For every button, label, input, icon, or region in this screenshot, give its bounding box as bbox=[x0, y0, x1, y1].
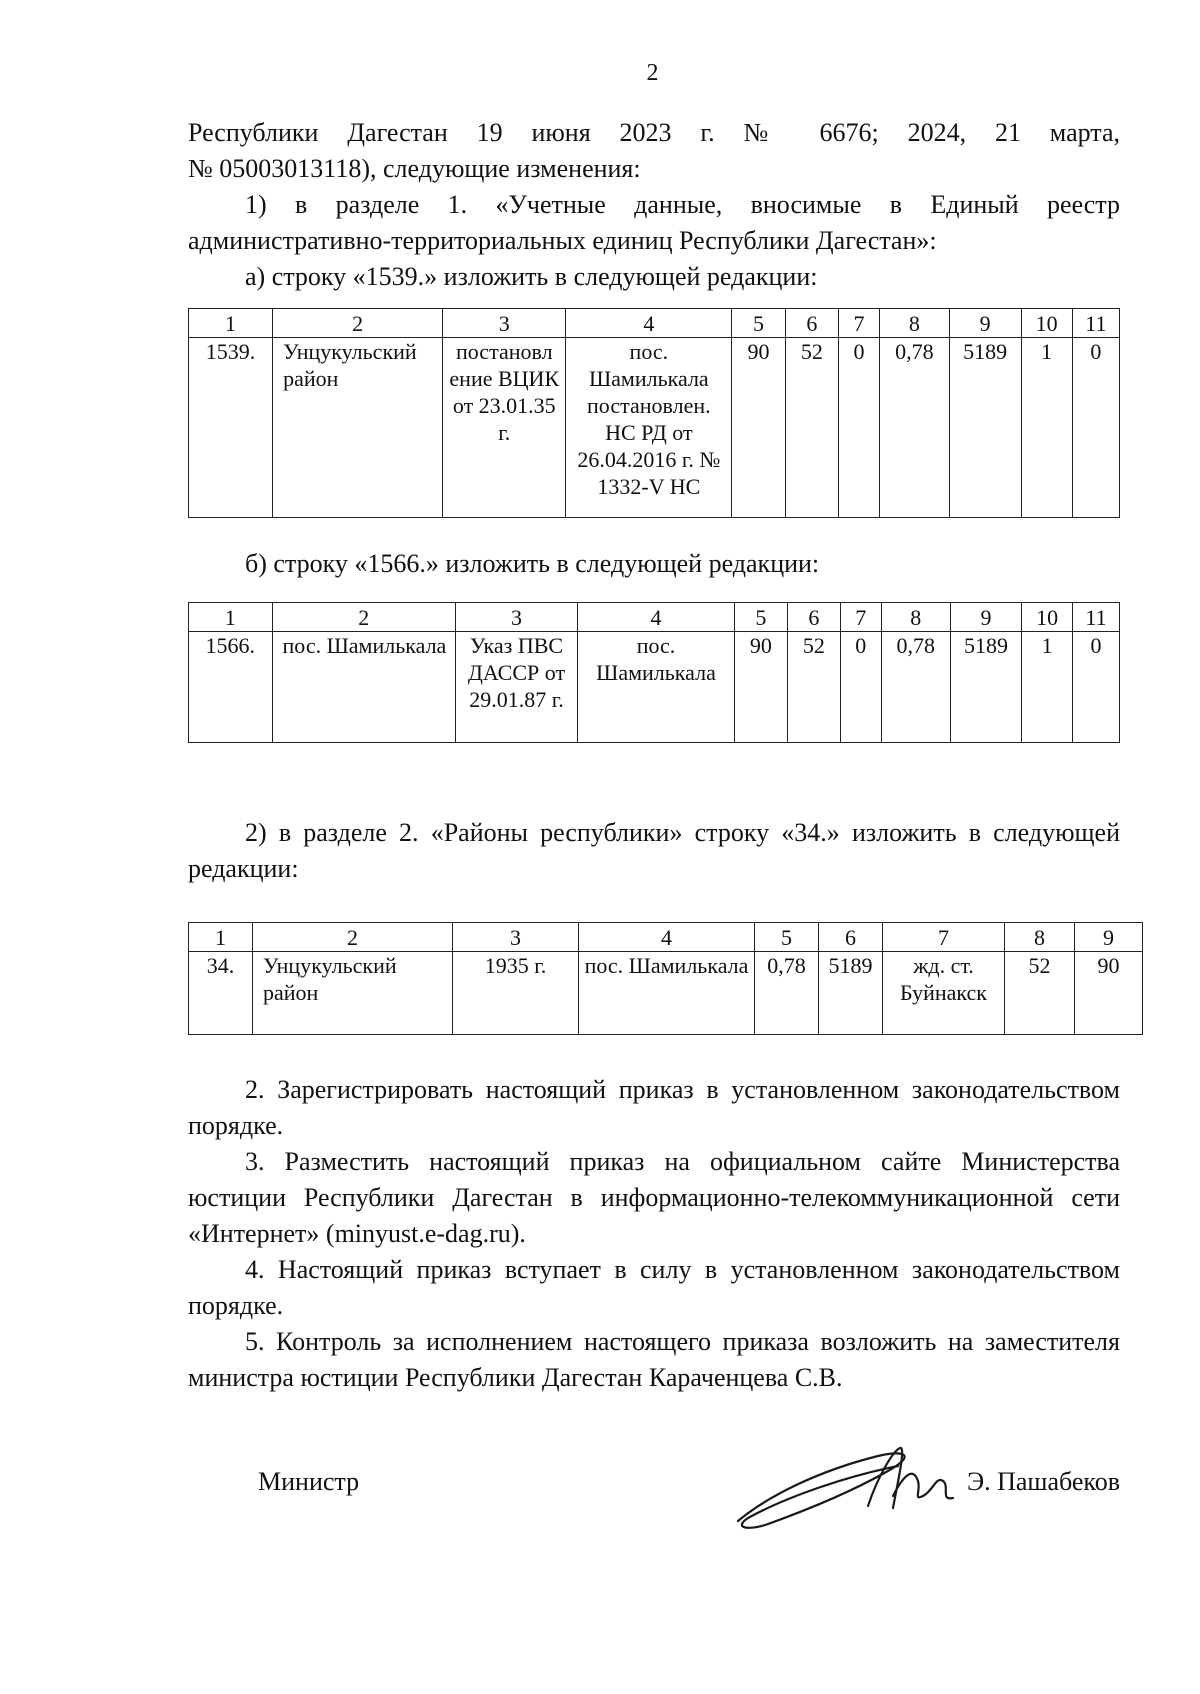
intro-line-2: № 05003013118), следующие изменения: bbox=[188, 154, 641, 183]
table-cell: пос. Шамилькала bbox=[272, 632, 455, 743]
document-body bbox=[188, 115, 1120, 1564]
table-header-row bbox=[189, 603, 1120, 632]
point-3: 3. Разместить настоящий приказ на официальном сайте Министерства юстиции Республики Дагестан в информационно-телекоммуникационной сети «Интернет» (minyust.e-dag.ru). bbox=[188, 1147, 1120, 1248]
table-cell: пос. Шамилькала постановлен. НС РД от 26.04.2016 г. № 1332-V НС bbox=[566, 338, 732, 518]
header-cell: 11 bbox=[1073, 603, 1120, 632]
table-cell: 34. bbox=[189, 952, 253, 1035]
table-cell: 1 bbox=[1022, 632, 1073, 743]
table-cell: 5189 bbox=[950, 632, 1021, 743]
point-4: 4. Настоящий приказ вступает в силу в установленном законодательством порядке. bbox=[188, 1255, 1120, 1320]
table-cell: 0,78 bbox=[881, 632, 950, 743]
table-header-row bbox=[189, 923, 1143, 952]
table-row bbox=[189, 338, 1120, 518]
table-cell: 0 bbox=[1072, 338, 1119, 518]
intro-line-1: Республики Дагестан 19 июня 2023 г. № 6676; 2024, 21 марта, bbox=[188, 118, 1120, 147]
header-cell: 9 bbox=[950, 603, 1021, 632]
header-cell: 3 bbox=[443, 309, 566, 338]
table-cell: 0,78 bbox=[755, 952, 819, 1035]
header-cell: 10 bbox=[1021, 309, 1072, 338]
table-cell: пос. Шамилькала bbox=[579, 952, 755, 1035]
item-2: 2) в разделе 2. «Районы республики» строку «34.» изложить в следующей редакции: bbox=[188, 818, 1120, 883]
table-cell: 0 bbox=[840, 632, 881, 743]
table-cell: 52 bbox=[785, 338, 838, 518]
table-cell: 1566. bbox=[189, 632, 273, 743]
table-cell: 1935 г. bbox=[453, 952, 579, 1035]
header-cell: 9 bbox=[1075, 923, 1143, 952]
table-cell: Указ ПВС ДАССР от 29.01.87 г. bbox=[455, 632, 577, 743]
table-1539 bbox=[188, 308, 1120, 518]
header-cell: 6 bbox=[787, 603, 840, 632]
header-cell: 8 bbox=[1005, 923, 1075, 952]
table-cell: 5189 bbox=[819, 952, 883, 1035]
table-cell: постановл ение ВЦИК от 23.01.35 г. bbox=[443, 338, 566, 518]
table-cell: жд. ст. Буйнакск bbox=[883, 952, 1005, 1035]
table-cell: 52 bbox=[787, 632, 840, 743]
page-number: 2 bbox=[646, 60, 659, 86]
header-cell: 1 bbox=[189, 309, 273, 338]
table-cell: 1 bbox=[1021, 338, 1072, 518]
header-cell: 3 bbox=[453, 923, 579, 952]
table-cell: 0 bbox=[1073, 632, 1120, 743]
table-cell: пос. Шамилькала bbox=[578, 632, 735, 743]
header-cell: 11 bbox=[1072, 309, 1119, 338]
header-cell: 1 bbox=[189, 603, 273, 632]
header-cell: 5 bbox=[732, 309, 785, 338]
table-cell: 0 bbox=[839, 338, 880, 518]
header-cell: 3 bbox=[455, 603, 577, 632]
table-header-row bbox=[189, 309, 1120, 338]
table-cell: 90 bbox=[734, 632, 787, 743]
table-cell: 5189 bbox=[949, 338, 1021, 518]
table-row bbox=[189, 632, 1120, 743]
table-1566 bbox=[188, 602, 1120, 743]
header-cell: 7 bbox=[883, 923, 1005, 952]
item-1: 1) в разделе 1. «Учетные данные, вносимые в Единый реестр административно-территориальных единиц Республики Дагестан»: bbox=[188, 190, 1120, 255]
header-cell: 4 bbox=[579, 923, 755, 952]
header-cell: 8 bbox=[880, 309, 950, 338]
point-2: 2. Зарегистрировать настоящий приказ в установленном законодательством порядке. bbox=[188, 1075, 1120, 1140]
header-cell: 2 bbox=[273, 309, 443, 338]
header-cell: 7 bbox=[840, 603, 881, 632]
header-cell: 9 bbox=[949, 309, 1021, 338]
table-cell: Унцукульский район bbox=[273, 338, 443, 518]
header-cell: 4 bbox=[566, 309, 732, 338]
header-cell: 2 bbox=[253, 923, 453, 952]
item-1b: б) строку «1566.» изложить в следующей редакции: bbox=[245, 549, 820, 578]
table-cell: Унцукульский район bbox=[253, 952, 453, 1035]
item-1a: а) строку «1539.» изложить в следующей редакции: bbox=[245, 262, 818, 291]
signatory-name: Э. Пашабеков bbox=[966, 1467, 1120, 1496]
signature-block bbox=[188, 1444, 1120, 1564]
header-cell: 4 bbox=[578, 603, 735, 632]
header-cell: 8 bbox=[881, 603, 950, 632]
header-cell: 6 bbox=[819, 923, 883, 952]
table-row bbox=[189, 952, 1143, 1035]
table-cell: 0,78 bbox=[880, 338, 950, 518]
header-cell: 7 bbox=[839, 309, 880, 338]
signatory-title: Министр bbox=[258, 1467, 360, 1496]
header-cell: 5 bbox=[755, 923, 819, 952]
header-cell: 5 bbox=[734, 603, 787, 632]
table-cell: 52 bbox=[1005, 952, 1075, 1035]
header-cell: 6 bbox=[785, 309, 838, 338]
handwritten-signature bbox=[728, 1436, 978, 1536]
point-5: 5. Контроль за исполнением настоящего приказа возложить на заместителя министра юстиции Республики Дагестан Караченцева С.В. bbox=[188, 1327, 1120, 1392]
table-cell: 90 bbox=[1075, 952, 1143, 1035]
header-cell: 1 bbox=[189, 923, 253, 952]
table-cell: 1539. bbox=[189, 338, 273, 518]
header-cell: 10 bbox=[1022, 603, 1073, 632]
header-cell: 2 bbox=[272, 603, 455, 632]
table-34 bbox=[188, 922, 1143, 1035]
table-cell: 90 bbox=[732, 338, 785, 518]
